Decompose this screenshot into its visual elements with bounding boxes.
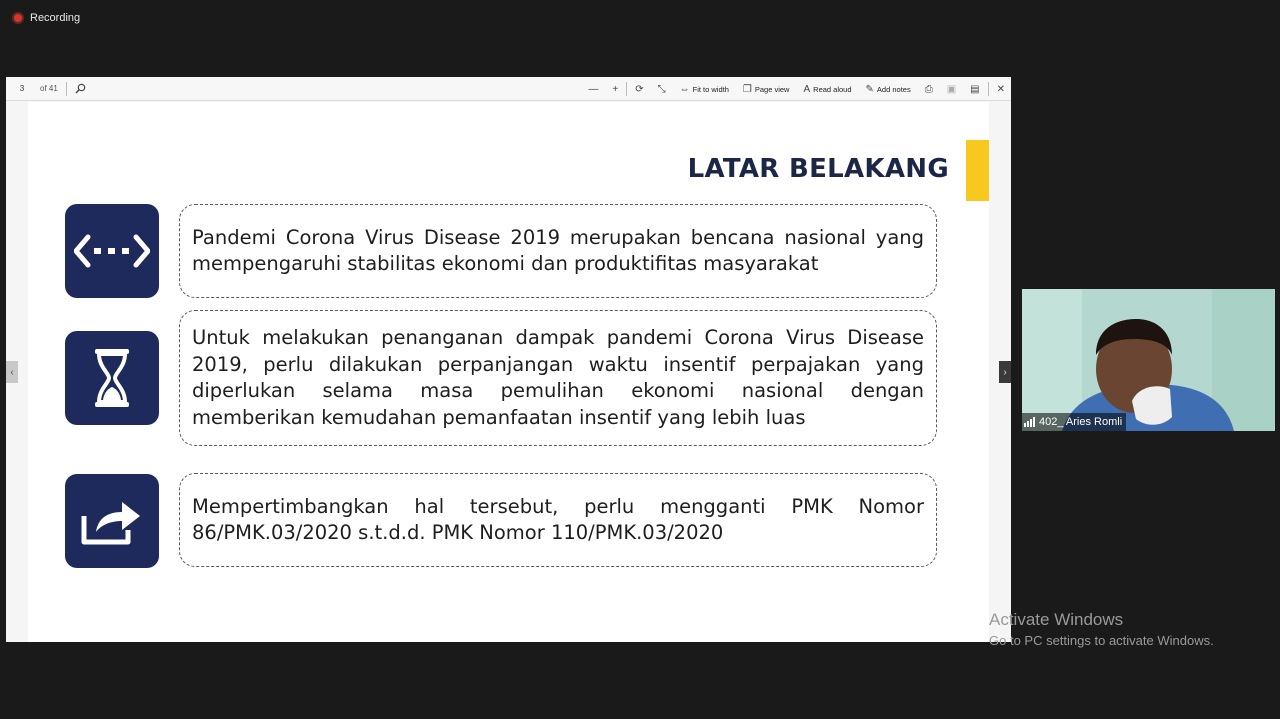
item-text-3: Mempertimbangkan hal tersebut, perlu mengganti PMK Nomor 86/PMK.03/2020 s.t.d.d. PMK Nomor 110/PMK.03/2020 [192,494,924,544]
print-button[interactable] [925,84,933,95]
share-icon [65,474,159,568]
page-number-input[interactable] [10,81,34,97]
pdf-viewer [6,77,1011,642]
item-text-2: Untuk melakukan penanganan dampak pandemi Corona Virus Disease 2019, perlu dilakukan perpanjangan waktu insentif perpajakan yang diperlukan selama masa pemulihan ekonomi nasional dengan memberikan kemudahan pemanfaatan insentif yang lebih luas [192,326,924,429]
zoom-out-button[interactable] [588,84,598,95]
previous-page-button[interactable] [6,361,18,383]
pin-icon: ✕ [996,83,1005,95]
recording-indicator [12,12,80,24]
search-icon[interactable] [75,83,86,94]
add-notes-label: Add notes [876,84,911,94]
chevron-right-icon: › [1003,366,1007,378]
rotate-icon: ⟳ [635,83,644,95]
collapse-icon: ⤡ [657,83,666,95]
activate-windows-subtitle: Go to PC settings to activate Windows. [989,633,1214,648]
pdf-toolbar [6,77,1011,101]
arrows-icon [65,204,159,298]
save-button[interactable] [947,84,956,95]
signal-strength-icon [1024,417,1035,427]
page-view-icon: ❐ [742,83,752,95]
text-box-2 [179,310,937,446]
read-aloud-button[interactable] [803,84,851,95]
item-text-1: Pandemi Corona Virus Disease 2019 merupakan bencana nasional yang mempengaruhi stabilitas ekonomi dan produktifitas masyarakat [192,225,924,275]
chevron-left-icon: ‹ [10,366,14,378]
rotate-button[interactable] [635,84,643,95]
zoom-in-button[interactable] [612,84,618,95]
save-as-icon: ▤ [970,83,980,95]
read-aloud-icon: A [803,83,811,95]
participant-video[interactable] [1022,289,1275,431]
next-page-button[interactable] [999,361,1011,383]
pin-button[interactable] [997,84,1005,95]
page-total: of 41 [40,84,58,93]
fit-page-button[interactable] [658,84,666,95]
page-current: 3 [19,84,25,93]
toolbar-divider [988,82,989,96]
accent-bar [966,140,989,201]
fit-to-width-label: Fit to width [692,84,729,94]
plus-icon: + [612,83,619,95]
participant-video-frame [1022,289,1275,431]
page-view-label: Page view [754,84,790,94]
pen-icon: ✎ [865,83,874,95]
fit-to-width-button[interactable] [680,84,729,95]
text-box-3 [179,473,937,567]
toolbar-divider [626,82,627,96]
activate-windows-watermark [989,610,1214,648]
page-view-button[interactable] [743,84,790,95]
minus-icon: — [588,83,599,95]
fit-width-icon: ⇔ [679,83,690,95]
save-as-button[interactable] [970,84,979,95]
recording-label: Recording [30,12,81,24]
toolbar-actions [588,77,1005,101]
add-notes-button[interactable] [866,84,911,95]
print-icon: ⎙ [924,83,933,95]
activate-windows-title: Activate Windows [989,610,1124,629]
read-aloud-label: Read aloud [813,84,852,94]
toolbar-divider [66,82,67,96]
text-box-1 [179,204,937,298]
participant-name-tag [1022,413,1126,431]
slide-title: LATAR BELAKANG [687,154,949,184]
recording-dot-icon [12,12,24,24]
save-icon: ▣ [946,83,957,95]
participant-name: 402_ Aries Romli [1039,416,1123,428]
hourglass-icon [65,331,159,425]
slide-page [28,102,989,642]
